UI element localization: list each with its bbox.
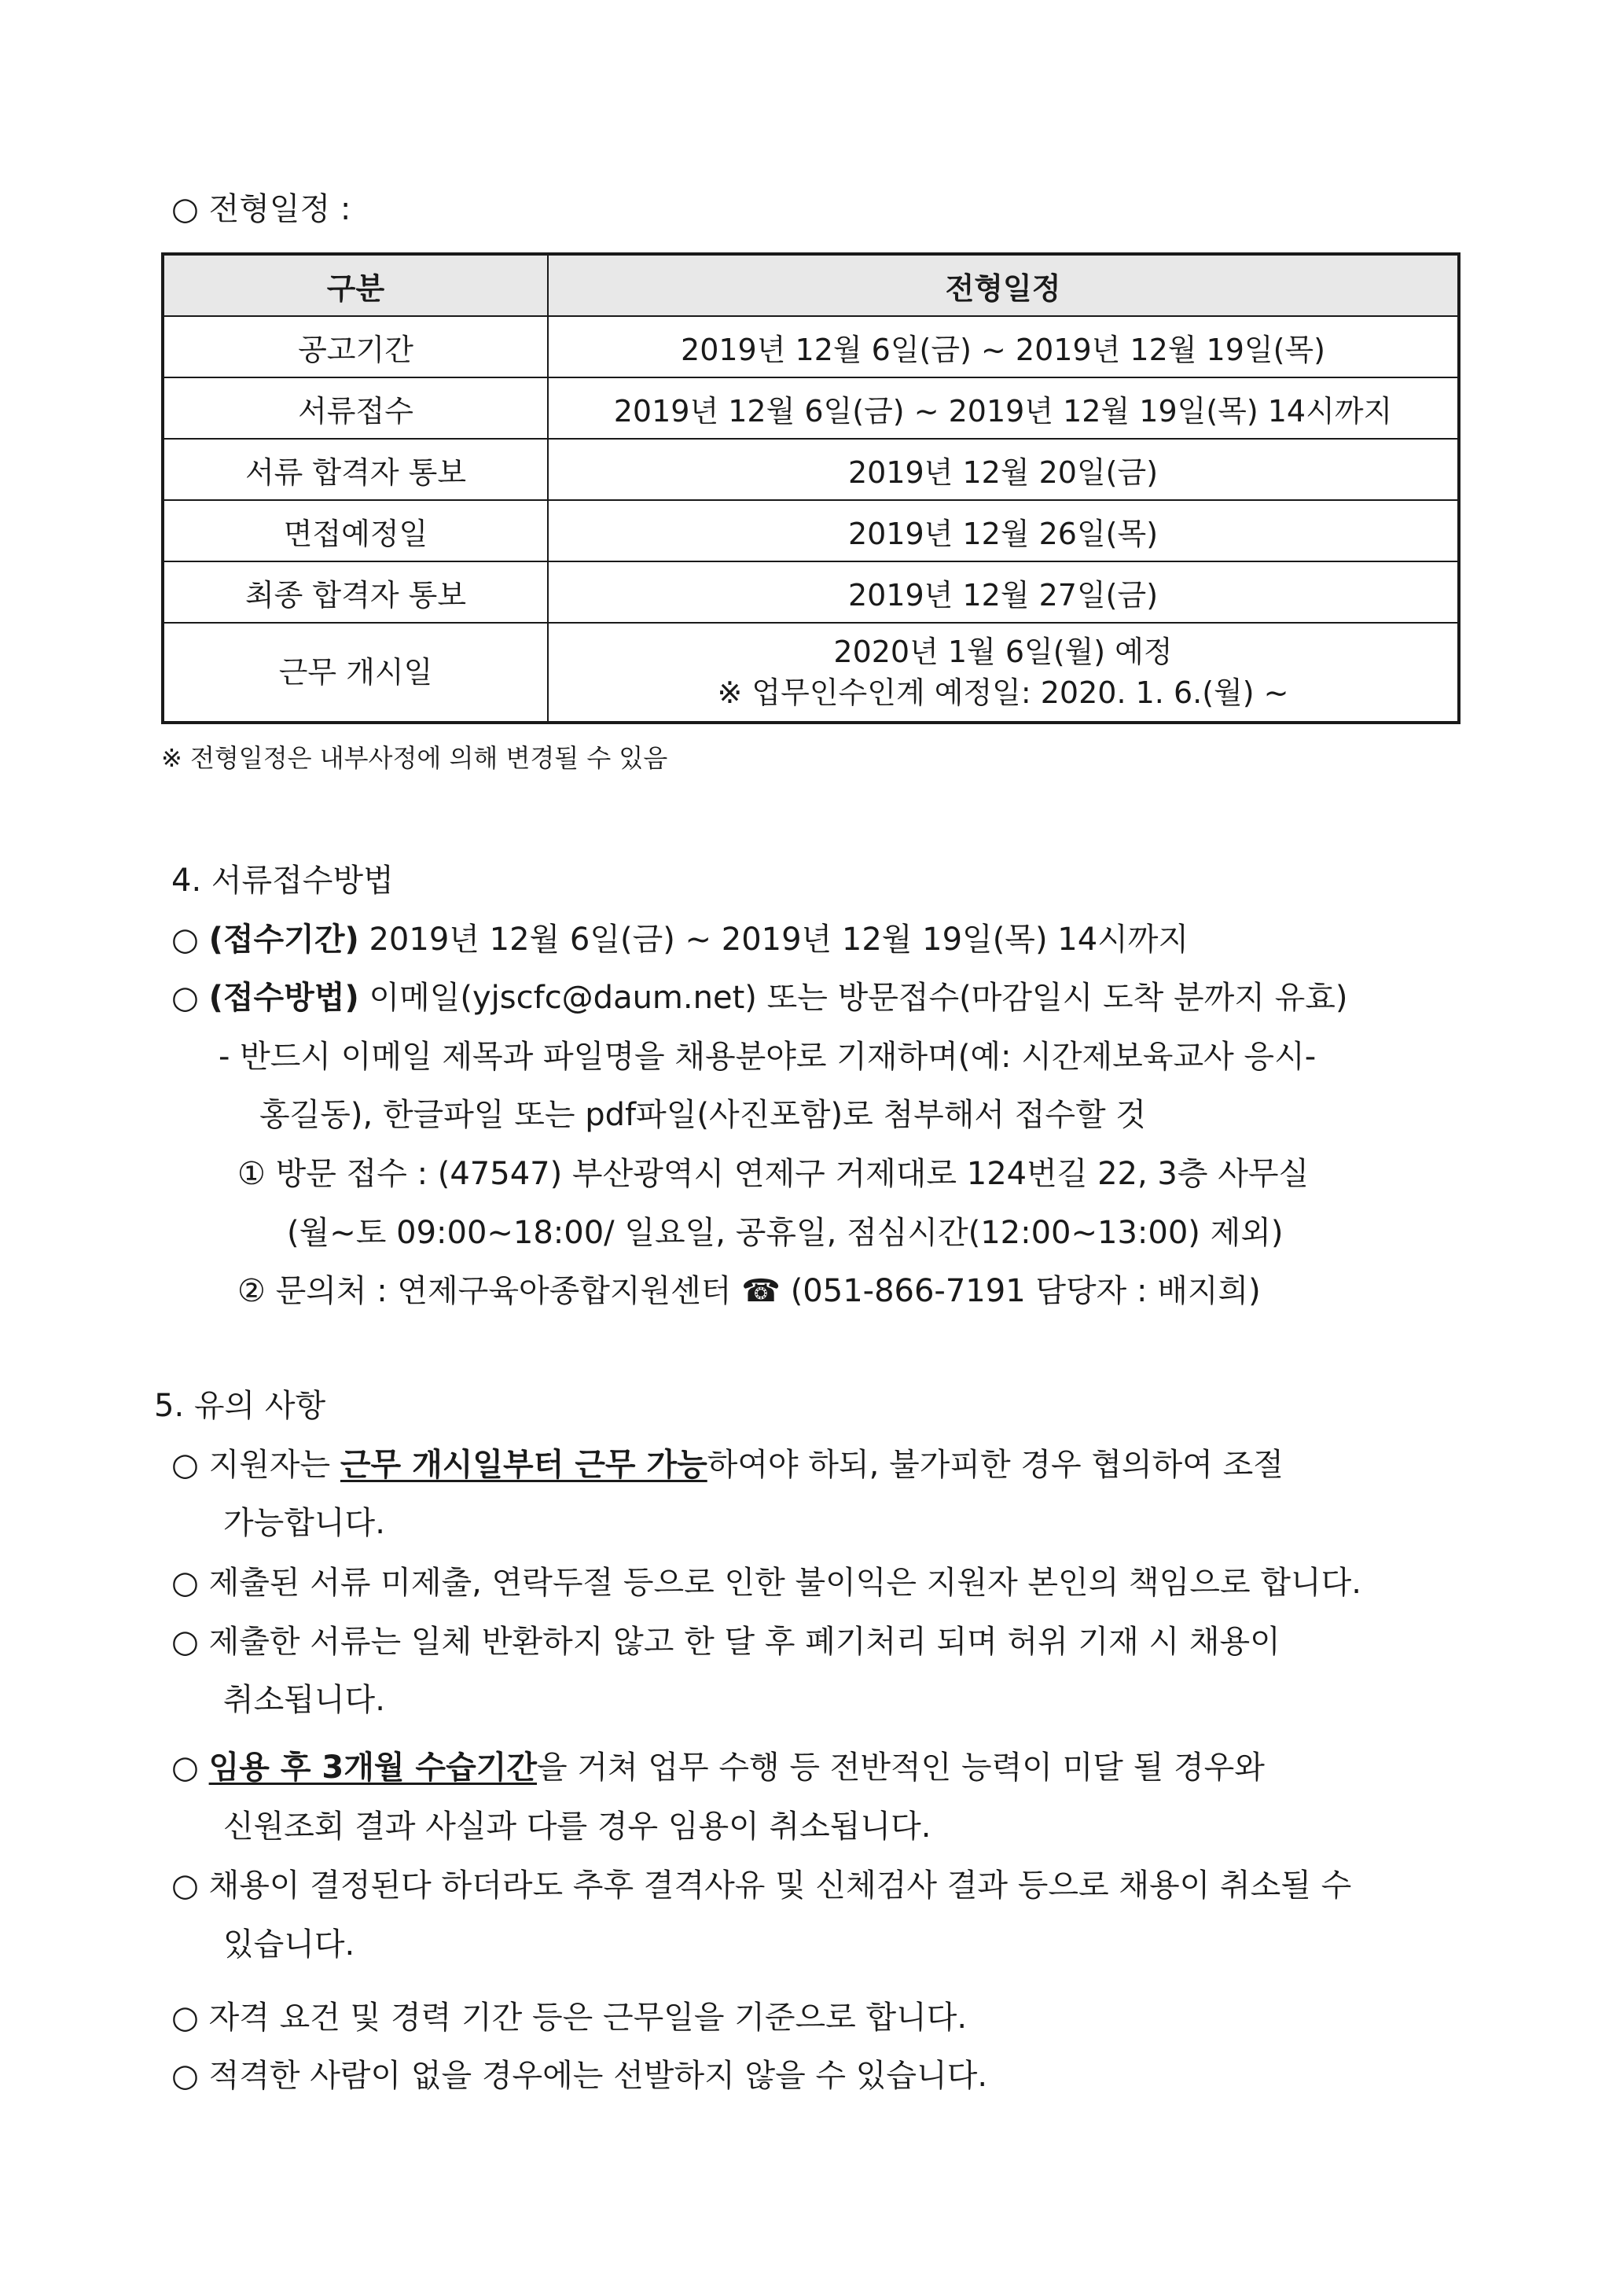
table-cell-label: 면접예정일 bbox=[163, 500, 548, 561]
table-row bbox=[163, 316, 1459, 377]
notice-item-1-line2: 가능합니다. bbox=[223, 1505, 385, 1541]
table-cell-value: 2019년 12월 6일(금) ~ 2019년 12월 19일(목) bbox=[548, 316, 1459, 377]
notice-item-4 bbox=[171, 1746, 1265, 1790]
table-cell-value: 2019년 12월 27일(금) bbox=[548, 561, 1459, 623]
table-header-schedule: 전형일정 bbox=[548, 254, 1459, 316]
bullet: ○ bbox=[171, 1624, 199, 1660]
bullet: ○ bbox=[171, 1867, 199, 1904]
table-row bbox=[163, 500, 1459, 561]
notice-item-4-line2: 신원조회 결과 사실과 다를 경우 임용이 취소됩니다. bbox=[223, 1808, 931, 1845]
notice-item-2 bbox=[171, 1561, 1361, 1605]
section4-title: 4. 서류접수방법 bbox=[171, 863, 394, 899]
schedule-table bbox=[161, 252, 1460, 724]
period-label: (접수기간) bbox=[208, 922, 359, 958]
table-row bbox=[163, 439, 1459, 500]
bullet: ○ bbox=[171, 2000, 199, 2036]
notice-emphasis: 근무 개시일부터 근무 가능 bbox=[340, 1447, 707, 1483]
notice-text: 자격 요건 및 경력 기간 등은 근무일을 기준으로 합니다. bbox=[208, 2000, 968, 2036]
dash-line-1: - 반드시 이메일 제목과 파일명을 채용분야로 기재하며(예: 시간제보육교사 응시- bbox=[219, 1039, 1317, 1075]
contact-line: ② 문의처 : 연제구육아종합지원센터 ☎ (051-866-7191 담당자 : 배지희) bbox=[237, 1273, 1261, 1309]
dash-line-2: 홍길동), 한글파일 또는 pdf파일(사진포함)로 첨부해서 접수할 것 bbox=[259, 1097, 1147, 1133]
schedule-heading: ○ 전형일정 : bbox=[171, 191, 351, 227]
notice-item-7 bbox=[171, 2054, 987, 2098]
table-row bbox=[163, 377, 1459, 439]
period-text: 2019년 12월 6일(금) ~ 2019년 12월 19일(목) 14시까지 bbox=[358, 922, 1189, 958]
notice-text: 하여야 하되, 불가피한 경우 협의하여 조절 bbox=[707, 1447, 1284, 1483]
notice-text: 채용이 결정된다 하더라도 추후 결격사유 및 신체검사 결과 등으로 채용이 취소될 수 bbox=[208, 1867, 1352, 1904]
notice-item-1 bbox=[171, 1443, 1284, 1487]
period-line bbox=[171, 918, 1189, 962]
notice-item-3 bbox=[171, 1620, 1280, 1664]
table-cell-value: 2019년 12월 20일(금) bbox=[548, 439, 1459, 500]
table-row bbox=[163, 561, 1459, 623]
table-header-category: 구분 bbox=[163, 254, 548, 316]
table-cell-label: 서류 합격자 통보 bbox=[163, 439, 548, 500]
bullet: ○ bbox=[171, 2058, 199, 2094]
notice-item-5-line2: 있습니다. bbox=[223, 1926, 355, 1963]
table-cell-value bbox=[548, 623, 1459, 723]
notice-text: 지원자는 bbox=[208, 1447, 340, 1483]
table-cell-label: 근무 개시일 bbox=[163, 623, 548, 723]
bullet: ○ bbox=[171, 1750, 199, 1786]
bullet: ○ bbox=[171, 980, 199, 1016]
table-row bbox=[163, 623, 1459, 723]
table-cell-value: 2019년 12월 26일(목) bbox=[548, 500, 1459, 561]
method-label: (접수방법) bbox=[208, 980, 359, 1016]
start-date-line: 2020년 1월 6일(월) 예정 bbox=[833, 635, 1173, 669]
notice-item-5 bbox=[171, 1864, 1351, 1908]
notice-text: 제출한 서류는 일체 반환하지 않고 한 달 후 폐기처리 되며 허위 기재 시 채용이 bbox=[208, 1624, 1280, 1660]
schedule-note: ※ 전형일정은 내부사정에 의해 변경될 수 있음 bbox=[161, 743, 668, 773]
table-header-row bbox=[163, 254, 1459, 316]
notice-item-6 bbox=[171, 1996, 967, 2040]
section5-title: 5. 유의 사항 bbox=[154, 1388, 326, 1424]
notice-text: 을 거쳐 업무 수행 등 전반적인 능력이 미달 될 경우와 bbox=[537, 1750, 1265, 1786]
bullet: ○ bbox=[171, 1565, 199, 1601]
notice-item-3-line2: 취소됩니다. bbox=[223, 1682, 385, 1718]
notice-emphasis: 임용 후 3개월 수습기간 bbox=[208, 1750, 537, 1786]
visit-line-2: (월~토 09:00~18:00/ 일요일, 공휴일, 점심시간(12:00~13:00) 제외) bbox=[287, 1215, 1284, 1251]
table-cell-value: 2019년 12월 6일(금) ~ 2019년 12월 19일(목) 14시까지 bbox=[548, 377, 1459, 439]
visit-line-1: ① 방문 접수 : (47547) 부산광역시 연제구 거제대로 124번길 22, 3층 사무실 bbox=[237, 1156, 1310, 1192]
table-cell-label: 공고기간 bbox=[163, 316, 548, 377]
handover-note-line: ※ 업무인수인계 예정일: 2020. 1. 6.(월) ~ bbox=[717, 675, 1289, 710]
method-text: 이메일(yjscfc@daum.net) 또는 방문접수(마감일시 도착 분까지 유효) bbox=[358, 980, 1348, 1016]
bullet: ○ bbox=[171, 1447, 199, 1483]
bullet: ○ bbox=[171, 922, 199, 958]
table-cell-label: 최종 합격자 통보 bbox=[163, 561, 548, 623]
method-line bbox=[171, 976, 1348, 1020]
notice-text: 제출된 서류 미제출, 연락두절 등으로 인한 불이익은 지원자 본인의 책임으로 합니다. bbox=[208, 1565, 1361, 1601]
notice-text: 적격한 사람이 없을 경우에는 선발하지 않을 수 있습니다. bbox=[208, 2058, 988, 2094]
table-cell-label: 서류접수 bbox=[163, 377, 548, 439]
